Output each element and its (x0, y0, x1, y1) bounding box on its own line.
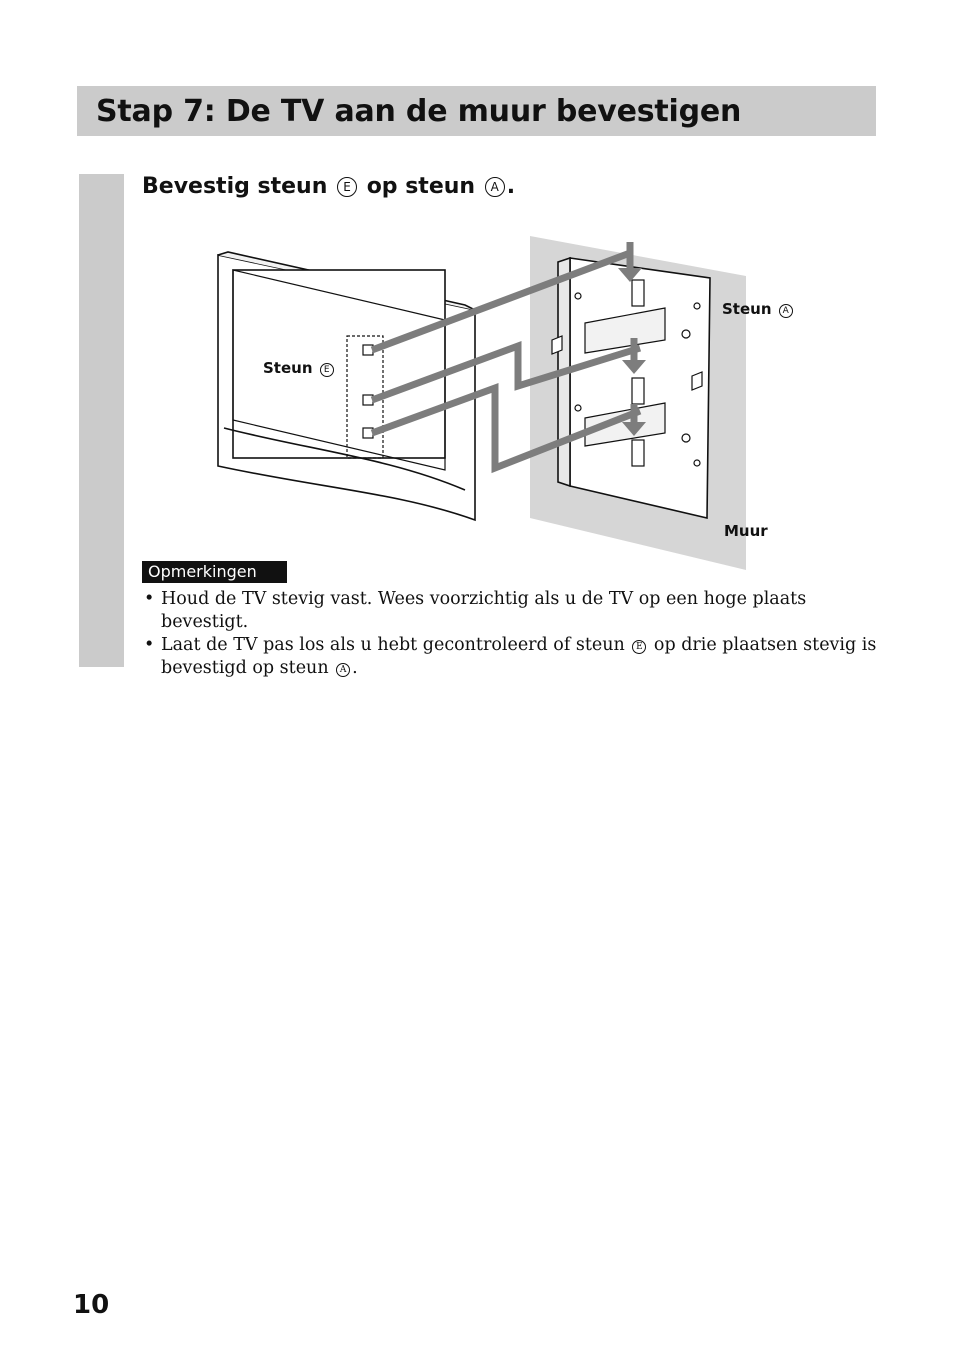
note-item-2 (142, 634, 882, 680)
badge-steun-a: A (485, 177, 505, 197)
notes-heading: Opmerkingen (142, 561, 287, 583)
notes-list (142, 588, 882, 680)
page-number: 10 (73, 1290, 110, 1320)
note-item-2-badge-a: A (336, 663, 350, 677)
label-steun-a (722, 300, 795, 318)
label-muur: Muur (724, 522, 768, 540)
note-item-2-badge-e: E (632, 640, 646, 654)
mounting-illustration (200, 228, 820, 578)
step-text-middle: op steun (359, 174, 483, 199)
badge-steun-e: E (337, 177, 357, 197)
label-steun-e (263, 359, 336, 377)
step-text-before: Bevestig steun (142, 174, 336, 199)
label-steun-e-text: Steun (263, 359, 313, 377)
label-steun-a-text: Steun (722, 300, 772, 318)
step-heading (142, 174, 515, 199)
step-text-after: . (506, 174, 516, 199)
step-sidebar (79, 174, 124, 667)
note-item-2-text-after: . (352, 658, 358, 678)
note-item-1-text: Houd de TV stevig vast. Wees voorzichtig als u de TV op een hoge plaats bevestigt. (161, 589, 807, 632)
label-steun-e-badge: E (320, 363, 334, 377)
note-item-1 (142, 588, 882, 634)
title-bar (77, 86, 876, 136)
page-title: Stap 7: De TV aan de muur bevestigen (96, 93, 742, 129)
label-steun-a-badge: A (779, 304, 793, 318)
note-item-2-text-before: Laat de TV pas los als u hebt gecontroleerd of steun (161, 635, 631, 655)
note-item-2-text-middle: op drie plaatsen stevig is bevestigd op steun (161, 635, 877, 678)
